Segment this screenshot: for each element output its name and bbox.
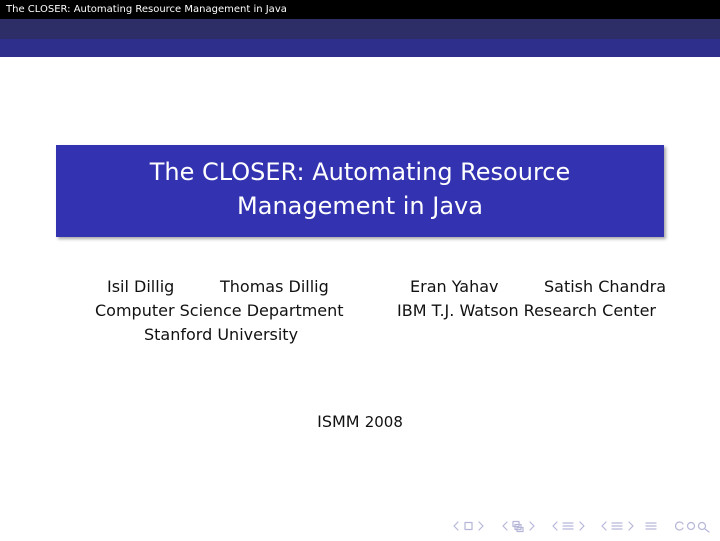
- headline-bar: [0, 0, 720, 19]
- nav-search-icon[interactable]: [676, 522, 709, 532]
- affiliation-right: IBM T.J. Watson Research Center: [397, 301, 656, 320]
- title-line-1: The CLOSER: Automating Resource: [149, 158, 571, 186]
- nav-frame-icon[interactable]: [454, 522, 483, 530]
- nav-slide-icon[interactable]: [602, 522, 633, 530]
- headline-title: The CLOSER: Automating Resource Management in Java: [6, 4, 287, 15]
- affiliation-left: Computer Science Department: [95, 301, 344, 320]
- title-box: [56, 145, 664, 237]
- nav-align-icon[interactable]: [646, 523, 656, 529]
- title-line-2: Management in Java: [237, 192, 483, 220]
- event-line: [0, 412, 720, 432]
- event-year: 2008: [364, 413, 403, 431]
- author-satish-chandra: Satish Chandra: [544, 277, 667, 296]
- author-eran-yahav: Eran Yahav: [410, 277, 499, 296]
- event-name: ISMM: [317, 412, 360, 431]
- university-left: Stanford University: [144, 325, 299, 344]
- author-isil-dillig: Isil Dillig: [107, 277, 175, 296]
- nav-section-icon[interactable]: [553, 522, 584, 530]
- author-thomas-dillig: Thomas Dillig: [220, 277, 329, 296]
- header-band: [0, 39, 720, 57]
- header-band-dark: [0, 19, 720, 39]
- navigation-symbols: [449, 519, 714, 533]
- nav-subsection-icon[interactable]: [503, 522, 534, 532]
